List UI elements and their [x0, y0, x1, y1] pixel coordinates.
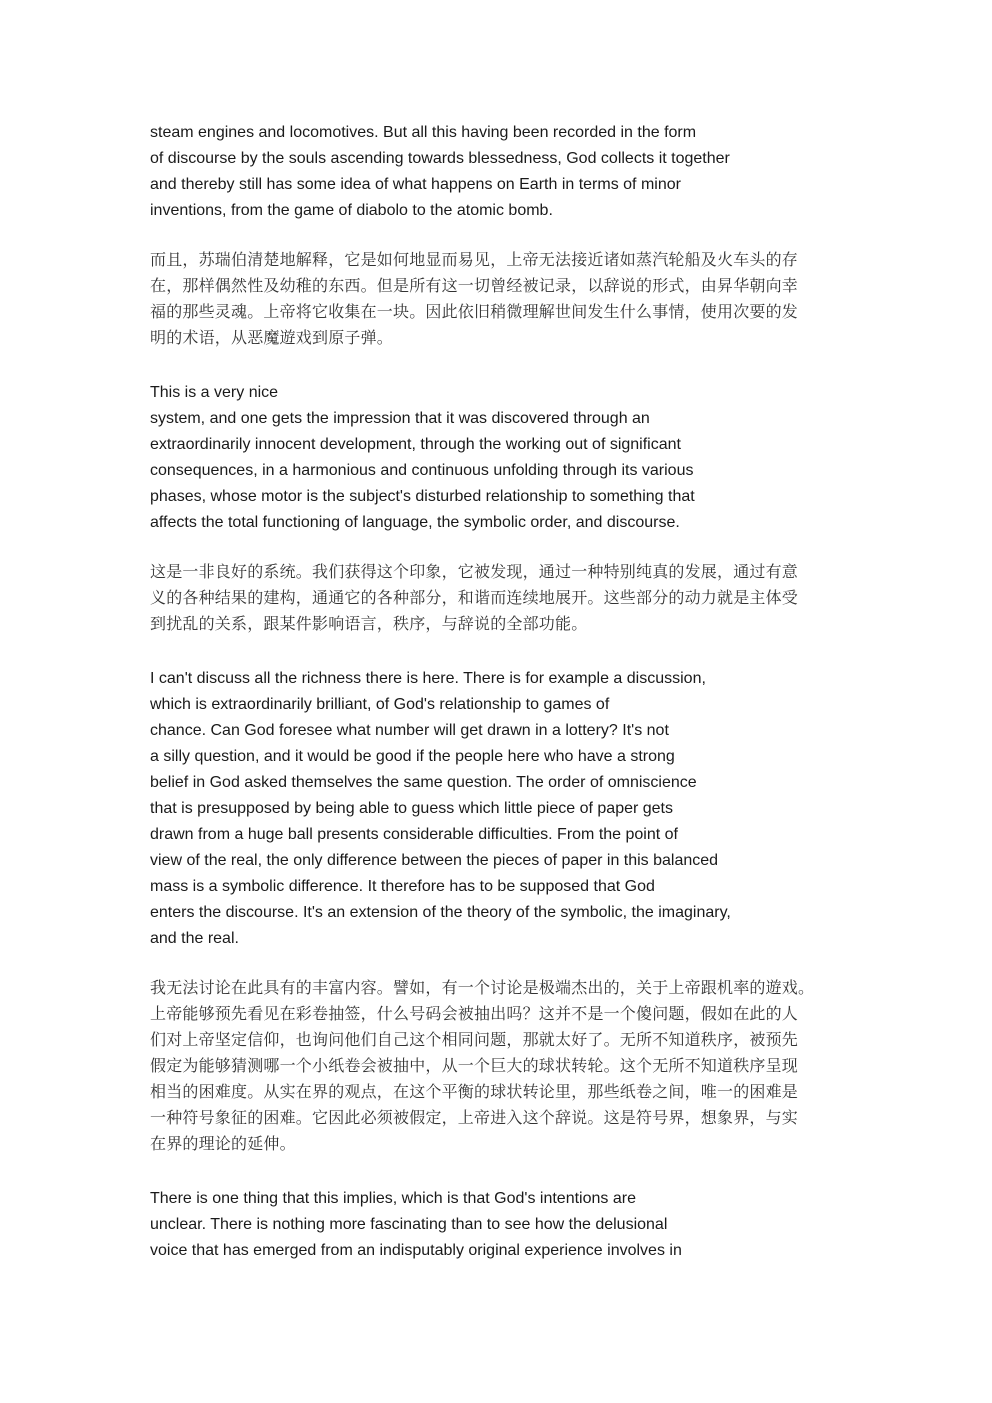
text-line: 们对上帝坚定信仰，也询问他们自己这个相同问题，那就太好了。无所不知道秩序，被预先 — [150, 1030, 799, 1049]
text-line: a silly question, and it would be good if the people here who have a strong — [150, 748, 675, 765]
paragraph-chinese — [150, 247, 850, 351]
text-line: mass is a symbolic difference. It therefore has to be supposed that God — [150, 878, 655, 895]
paragraph-english — [150, 666, 850, 952]
text-line: 这是一非良好的系统。我们获得这个印象，它被发现，通过一种特别纯真的发展，通过有意 — [150, 562, 799, 581]
text-line: system, and one gets the impression that it was discovered through an — [150, 410, 650, 427]
paragraph-chinese — [150, 975, 850, 1157]
text-line: extraordinarily innocent development, through the working out of significant — [150, 436, 681, 453]
text-line: 到扰乱的关系，跟某件影响语言，秩序，与辞说的全部功能。 — [150, 614, 588, 633]
text-line: inventions, from the game of diabolo to the atomic bomb. — [150, 202, 553, 219]
text-line: 我无法讨论在此具有的丰富内容。譬如，有一个讨论是极端杰出的，关于上帝跟机率的遊戏。 — [150, 978, 815, 997]
text-line: This is a very nice — [150, 384, 279, 401]
text-line: drawn from a huge ball presents considerable difficulties. From the point of — [150, 826, 678, 843]
text-line: which is extraordinarily brilliant, of God's relationship to games of — [150, 696, 610, 713]
text-line: unclear. There is nothing more fascinating than to see how the delusional — [150, 1216, 668, 1233]
text-line: There is one thing that this implies, which is that God's intentions are — [150, 1190, 636, 1207]
paragraph-english — [150, 120, 850, 224]
text-line: 明的术语，从恶魔遊戏到原子弹。 — [150, 328, 394, 347]
text-line: of discourse by the souls ascending towards blessedness, God collects it together — [150, 150, 730, 167]
text-line: that is presupposed by being able to guess which little piece of paper gets — [150, 800, 673, 817]
text-line: belief in God asked themselves the same question. The order of omniscience — [150, 774, 697, 791]
text-line: 相当的困难度。从实在界的观点，在这个平衡的球状转论里，那些纸卷之间，唯一的困难是 — [150, 1082, 799, 1101]
paragraph-english — [150, 380, 850, 536]
paragraph-english — [150, 1186, 850, 1264]
text-line: consequences, in a harmonious and continuous unfolding through its various — [150, 462, 694, 479]
text-line: phases, whose motor is the subject's disturbed relationship to something that — [150, 488, 695, 505]
text-line: 义的各种结果的建构，通通它的各种部分，和谐而连续地展开。这些部分的动力就是主体受 — [150, 588, 799, 607]
text-line: view of the real, the only difference between the pieces of paper in this balanced — [150, 852, 719, 869]
text-line: 而且，苏瑞伯清楚地解释，它是如何地显而易见，上帝无法接近诸如蒸汽轮船及火车头的存 — [150, 250, 799, 269]
text-line: steam engines and locomotives. But all this having been recorded in the form — [150, 124, 697, 141]
text-line: I can't discuss all the richness there is here. There is for example a discussion, — [150, 670, 706, 687]
text-line: 在界的理论的延伸。 — [150, 1134, 296, 1153]
text-line: 一种符号象征的困难。它因此必须被假定，上帝进入这个辞说。这是符号界，想象界，与实 — [150, 1108, 799, 1127]
text-line: 上帝能够预先看见在彩卷抽签，什么号码会被抽出吗？这并不是一个傻问题，假如在此的人 — [150, 1004, 799, 1023]
text-line: 在，那样偶然性及幼稚的东西。但是所有这一切曾经被记录，以辞说的形式，由昇华朝向幸 — [150, 276, 799, 295]
text-line: 假定为能够猜测哪一个小纸卷会被抽中，从一个巨大的球状转轮。这个无所不知道秩序呈现 — [150, 1056, 799, 1075]
text-line: voice that has emerged from an indisputably original experience involves in — [150, 1242, 682, 1259]
text-line: chance. Can God foresee what number will get drawn in a lottery? It's not — [150, 722, 669, 739]
text-line: and the real. — [150, 930, 239, 947]
text-line: enters the discourse. It's an extension of the theory of the symbolic, the imaginary, — [150, 904, 731, 921]
paragraph-chinese — [150, 559, 850, 637]
text-line: affects the total functioning of language, the symbolic order, and discourse. — [150, 514, 680, 531]
text-line: and thereby still has some idea of what happens on Earth in terms of minor — [150, 176, 681, 193]
text-line: 福的那些灵魂。上帝将它收集在一块。因此依旧稍微理解世间发生什么事情，使用次要的发 — [150, 302, 799, 321]
